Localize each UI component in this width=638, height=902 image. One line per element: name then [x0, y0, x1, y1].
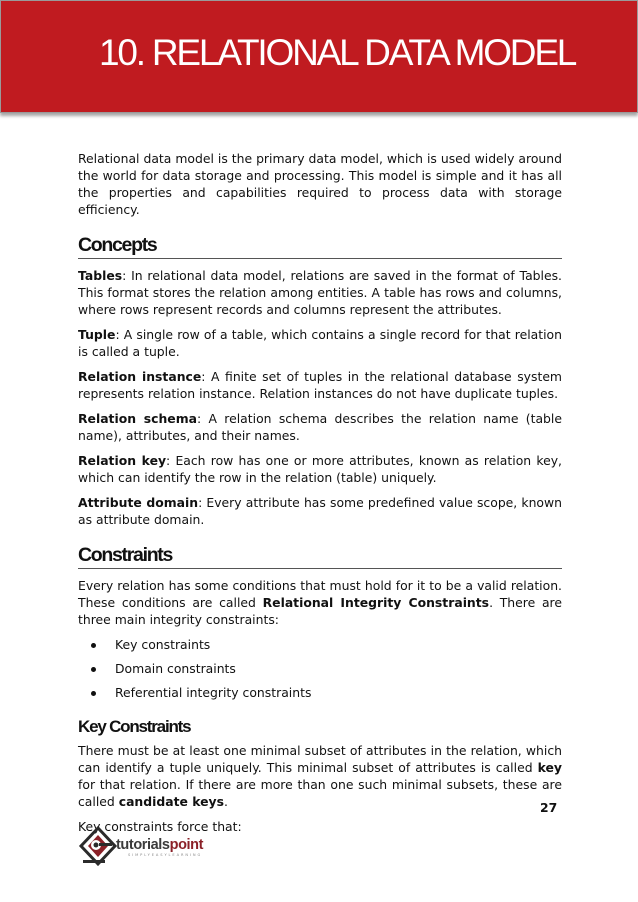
key-constraints-heading: Key Constraints: [78, 717, 191, 736]
constraints-text: Every relation has some conditions that must hold for it to be a valid relation. These conditions are called: [78, 578, 562, 610]
bullet-icon: [91, 691, 96, 696]
intro-paragraph: Relational data model is the primary data model, which is used widely around the world for data storage and processing. This model is simple and it has all the properties and capabilities required to process data with storage efficiency.: [78, 151, 562, 217]
bullet-icon: [91, 643, 96, 648]
concept-attribute-domain: [78, 494, 562, 528]
concept-term: Attribute domain: [78, 495, 199, 510]
candidate-keys-term: candidate keys: [118, 794, 224, 809]
logo-emblem-icon: [78, 824, 118, 870]
tutorialspoint-logo: [78, 824, 228, 870]
concept-term: Relation instance: [78, 369, 202, 384]
constraints-heading: Constraints: [78, 544, 562, 569]
concept-term: Tables: [78, 268, 123, 283]
concept-relation-schema: [78, 410, 562, 444]
concept-term: Tuple: [78, 327, 116, 342]
key-constraints-force-paragraph: Key constraints force that:: [78, 819, 242, 834]
page-content: [78, 150, 562, 843]
constraints-bold-term: Relational Integrity Constraints: [262, 595, 490, 610]
concept-definition: : Every attribute has some predefined value scope, known as attribute domain.: [78, 495, 562, 527]
key-term: key: [537, 760, 562, 775]
constraints-text: . There are three main integrity constraints:: [78, 595, 562, 627]
concept-relation-instance: [78, 368, 562, 402]
list-item-label: Domain constraints: [115, 661, 236, 676]
logo-wordmark-part: point: [169, 837, 204, 853]
list-item-label: Referential integrity constraints: [115, 685, 312, 700]
constraints-paragraph: [78, 577, 562, 628]
key-constraints-text: There must be at least one minimal subset of attributes in the relation, which can identify a tuple uniquely. This minimal subset of attributes is called: [78, 743, 562, 775]
chapter-banner: [0, 0, 638, 113]
bullet-icon: [91, 667, 96, 672]
concept-relation-key: [78, 452, 562, 486]
list-item: [78, 660, 562, 677]
concept-definition: : A finite set of tuples in the relational database system represents relation instance. Relation instances do not have duplicate tuples.: [78, 369, 563, 401]
concepts-heading: Concepts: [78, 234, 562, 259]
concept-definition: : Each row has one or more attributes, known as relation key, which can identify the row in the relation (table) uniquely.: [78, 453, 562, 485]
concept-definition: : In relational data model, relations are saved in the format of Tables. This format stores the relation among entities. A table has rows and columns, where rows represent records and columns represent the attributes.: [78, 268, 562, 317]
logo-wordmark-part: tutorials: [116, 837, 170, 853]
concept-definition: : A single row of a table, which contains a single record for that relation is called a tuple.: [78, 327, 562, 359]
concept-term: Relation schema: [78, 411, 197, 426]
list-item: [78, 684, 562, 701]
key-constraints-paragraph: [78, 742, 562, 810]
key-constraints-text: for that relation. If there are more than one such minimal subsets, these are called: [78, 777, 562, 809]
concept-definition: : A relation schema describes the relation name (table name), attributes, and their names.: [78, 411, 562, 443]
page-number: 27: [540, 800, 558, 815]
logo-tagline: SIMPLYEASYLEARNING: [128, 853, 203, 857]
logo-wordmark: [116, 837, 203, 853]
concept-tables: [78, 267, 562, 318]
chapter-title: 10. RELATIONAL DATA MODEL: [99, 32, 576, 73]
concept-term: Relation key: [78, 453, 167, 468]
constraints-list: [78, 636, 562, 701]
list-item-label: Key constraints: [115, 637, 211, 652]
concept-tuple: [78, 326, 562, 360]
key-constraints-text: .: [224, 794, 228, 809]
list-item: [78, 636, 562, 653]
